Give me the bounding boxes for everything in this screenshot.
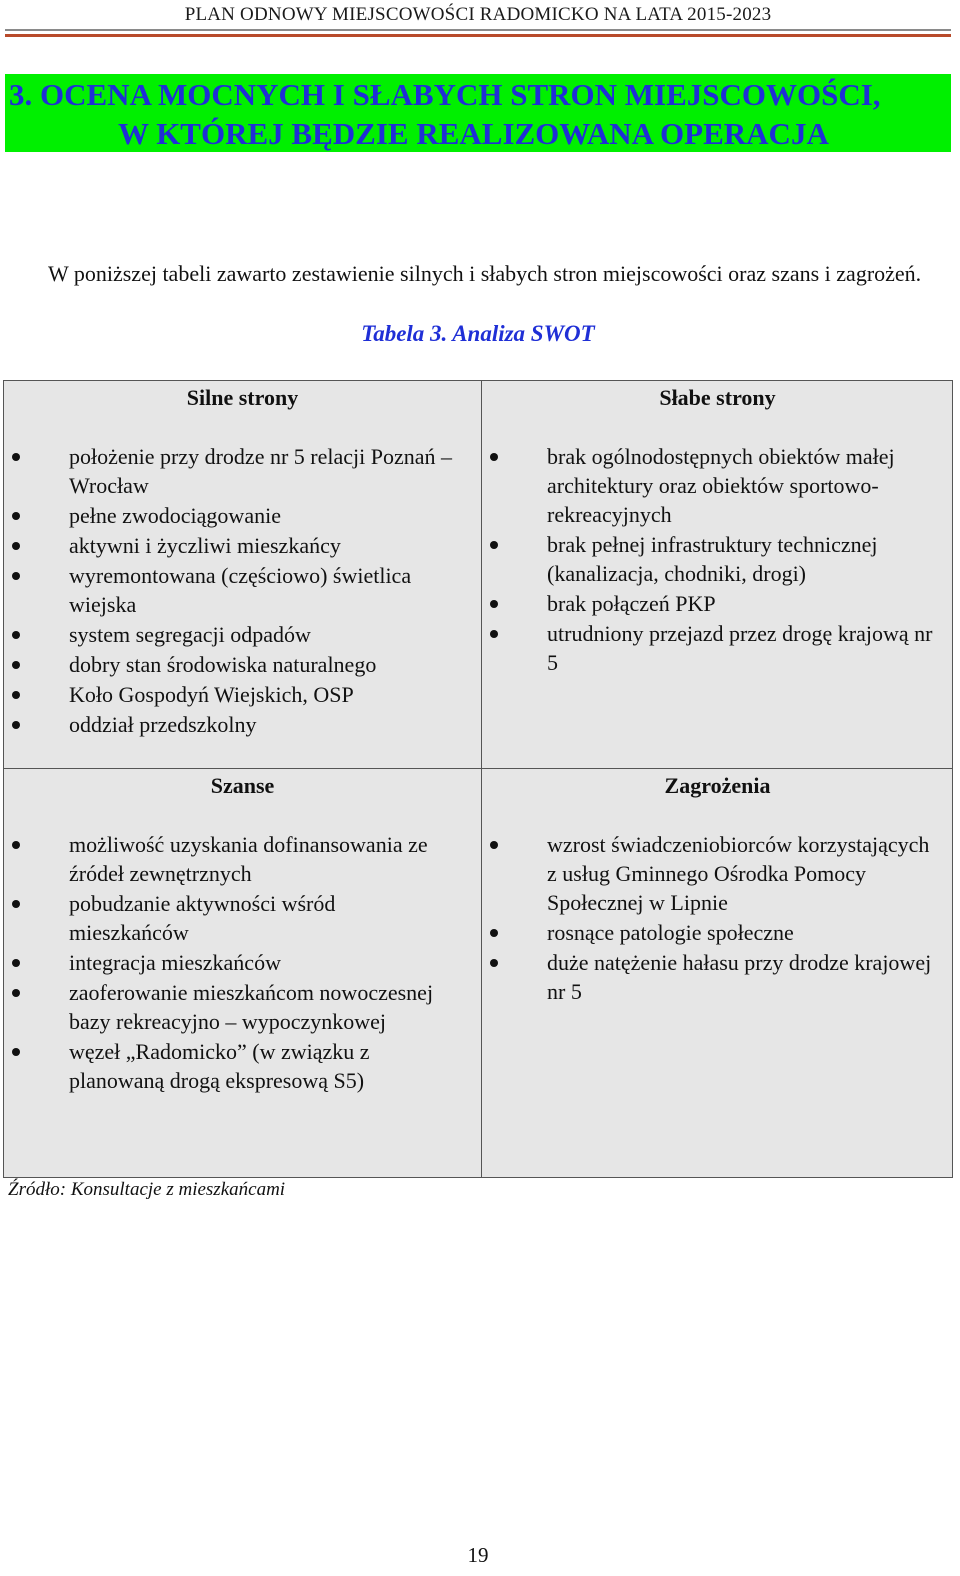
list-item (4, 650, 454, 679)
table-caption: Tabela 3. Analiza SWOT (361, 321, 595, 346)
list-item (482, 442, 942, 529)
list-item-text: duże natężenie hałasu przy drodze krajowej nr 5 (547, 950, 932, 1004)
list-item (482, 589, 942, 618)
list-item-text: pobudzanie aktywności wśród mieszkańców (69, 891, 336, 945)
opportunities-list (4, 830, 454, 1096)
list-item (4, 680, 454, 709)
running-header: PLAN ODNOWY MIEJSCOWOŚCI RADOMICKO NA LATA 2015-2023 (184, 4, 772, 25)
bullet-icon (12, 631, 20, 639)
header-rule-thin (5, 29, 951, 31)
list-item (4, 889, 454, 947)
bullet-icon (490, 541, 498, 549)
list-item (482, 619, 942, 677)
list-item-text: oddział przedszkolny (69, 712, 257, 737)
list-item (482, 830, 942, 917)
bullet-icon (12, 900, 20, 908)
list-item-text: zaoferowanie mieszkańcom nowoczesnej bazy rekreacyjno – wypoczynkowej (69, 980, 434, 1034)
page-number: 19 (467, 1543, 489, 1567)
list-item (482, 918, 942, 947)
list-item (4, 561, 454, 619)
bullet-icon (12, 1048, 20, 1056)
bullet-icon (12, 661, 20, 669)
list-item-text: brak ogólnodostępnych obiektów małej architektury oraz obiektów sportowo-rekreacyjnych (547, 444, 895, 527)
list-item-text: węzeł „Radomicko” (w związku z planowaną drogą ekspresową S5) (69, 1039, 370, 1093)
strengths-cell (4, 381, 481, 768)
list-item-text: utrudniony przejazd przez drogę krajową nr 5 (547, 621, 933, 675)
list-item-text: rosnące patologie społeczne (547, 920, 794, 945)
bullet-icon (12, 959, 20, 967)
list-item (4, 531, 454, 560)
list-item (482, 530, 942, 588)
bullet-icon (490, 959, 498, 967)
bullet-icon (12, 691, 20, 699)
header-rule-thick (5, 34, 951, 37)
section-title-line-1: 3. OCENA MOCNYCH I SŁABYCH STRON MIEJSCOWOŚCI, (9, 77, 881, 112)
list-item (4, 442, 454, 500)
bullet-icon (12, 453, 20, 461)
list-item-text: aktywni i życzliwi mieszkańcy (69, 533, 341, 558)
bullet-icon (490, 453, 498, 461)
opportunities-heading: Szanse (210, 773, 275, 798)
weaknesses-cell (482, 381, 953, 768)
table-source-note: Źródło: Konsultacje z mieszkańcami (8, 1179, 286, 1200)
weaknesses-heading: Słabe strony (659, 385, 776, 410)
strengths-list (4, 442, 454, 740)
list-item-text: położenie przy drodze nr 5 relacji Poznań –Wrocław (69, 444, 453, 498)
intro-paragraph: W poniższej tabeli zawarto zestawienie silnych i słabych stron miejscowości oraz szans i zagrożeń. (48, 261, 922, 286)
list-item (482, 948, 942, 1006)
bullet-icon (490, 630, 498, 638)
bullet-icon (12, 989, 20, 997)
threats-heading: Zagrożenia (664, 773, 771, 798)
list-item-text: system segregacji odpadów (69, 622, 311, 647)
bullet-icon (12, 512, 20, 520)
section-title-line-2: W KTÓREJ BĘDZIE REALIZOWANA OPERACJA (118, 116, 829, 151)
weaknesses-list (482, 442, 942, 678)
list-item-text: dobry stan środowiska naturalnego (69, 652, 377, 677)
bullet-icon (490, 841, 498, 849)
bullet-icon (490, 600, 498, 608)
list-item (4, 710, 454, 739)
swot-table (3, 380, 953, 1178)
bullet-icon (12, 572, 20, 580)
strengths-heading: Silne strony (186, 385, 299, 410)
bullet-icon (12, 721, 20, 729)
list-item (4, 978, 454, 1036)
bullet-icon (490, 929, 498, 937)
bullet-icon (12, 542, 20, 550)
list-item (4, 501, 454, 530)
list-item-text: brak pełnej infrastruktury technicznej (kanalizacja, chodniki, drogi) (547, 532, 878, 586)
list-item-text: Koło Gospodyń Wiejskich, OSP (69, 682, 354, 707)
list-item-text: możliwość uzyskania dofinansowania ze źródeł zewnętrznych (69, 832, 428, 886)
list-item (4, 948, 454, 977)
list-item (4, 830, 454, 888)
list-item-text: brak połączeń PKP (547, 591, 716, 616)
list-item (4, 620, 454, 649)
threats-list (482, 830, 942, 1007)
list-item-text: integracja mieszkańców (69, 950, 281, 975)
threats-cell (482, 769, 953, 1177)
list-item-text: wzrost świadczeniobiorców korzystających z usług Gminnego Ośrodka Pomocy Społecznej w Lipnie (547, 832, 930, 915)
list-item-text: pełne zwodociągowanie (69, 503, 281, 528)
section-title (5, 74, 951, 152)
list-item-text: wyremontowana (częściowo) świetlica wiejska (69, 563, 412, 617)
opportunities-cell (4, 769, 481, 1177)
bullet-icon (12, 841, 20, 849)
list-item (4, 1037, 454, 1095)
